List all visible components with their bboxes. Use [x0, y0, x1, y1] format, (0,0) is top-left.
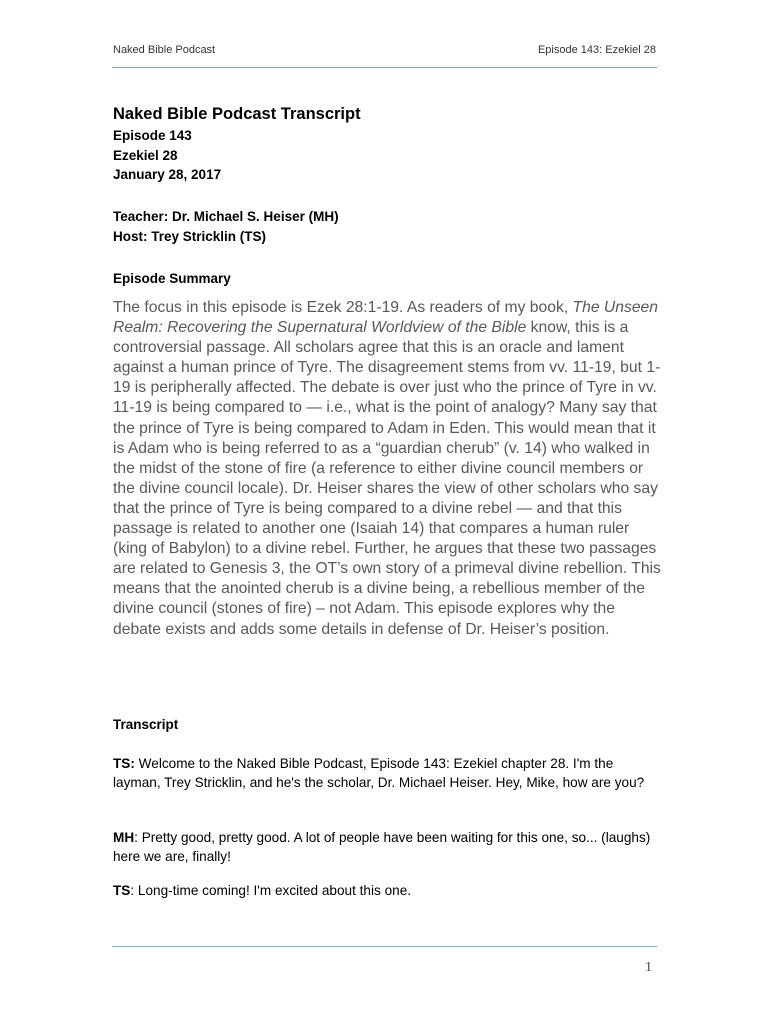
- transcript-turn: [113, 755, 663, 792]
- turn-text: Welcome to the Naked Bible Podcast, Episode 143: Ezekiel chapter 28. I'm the layman, Trey Stricklin, and he's the scholar, Dr. Michael Heiser. Hey, Mike, how are you?: [113, 756, 645, 790]
- summary-text-main: know, this is a controversial passage. All scholars agree that this is an oracle and lament against a human prince of Tyre. The disagreement stems from vv. 11-19, but 1-19 is peripherally affected. The debate is over just who the prince of Tyre in vv. 11-19 is being compared to — i.e., what is the point of analogy? Many say that the prince of Tyre is being compared to Adam in Eden. This would mean that it is Adam who is being referred to as a “guardian cherub” (v. 14) who walked in the midst of the stone of fire (a reference to either divine council members or the divine council locale). Dr. Heiser shares the view of other scholars who say that the prince of Tyre is being compared to a divine rebel — and that this passage is related to another one (Isaiah 14) that compares a human ruler (king of Babylon) to a divine rebel. Further, he argues that these two passages are related to Genesis 3, the OT’s own story of a primeval divine rebellion. This means that the anointed cherub is a divine being, a rebellious member of the divine council (stones of fire) – not Adam. This episode explores why the debate exists and adds some details in defense of Dr. Heiser’s position.: [113, 319, 661, 638]
- header-divider: [112, 67, 657, 68]
- running-header: [113, 44, 656, 60]
- speaker-label: TS:: [113, 756, 135, 771]
- turn-text: : Pretty good, pretty good. A lot of people have been waiting for this one, so... (laughs) here we are, finally!: [113, 830, 651, 864]
- transcript-turn: [113, 882, 663, 901]
- episode-summary-heading: Episode Summary: [113, 271, 231, 286]
- host-line: Host: Trey Stricklin (TS): [113, 229, 267, 244]
- transcript-heading: Transcript: [113, 717, 179, 732]
- turn-text: : Long-time coming! I'm excited about this one.: [130, 883, 412, 898]
- episode-summary-body: [113, 298, 661, 640]
- speaker-label: TS: [113, 883, 131, 898]
- header-episode-label: Episode 143: Ezekiel 28: [537, 44, 656, 56]
- document-title: Naked Bible Podcast Transcript: [113, 105, 361, 123]
- episode-topic: Ezekiel 28: [113, 148, 178, 163]
- page-number: 1: [645, 960, 652, 975]
- summary-text-intro: The focus in this episode is Ezek 28:1-19. As readers of my book,: [113, 299, 573, 316]
- header-podcast-name: Naked Bible Podcast: [113, 44, 216, 56]
- footer-divider: [112, 946, 657, 947]
- speaker-label: MH: [113, 830, 135, 845]
- episode-number: Episode 143: [113, 128, 192, 143]
- transcript-turn: [113, 829, 663, 866]
- episode-date: January 28, 2017: [113, 167, 222, 182]
- book-title: The Unseen Realm: Recovering the Supernatural Worldview of the Bible: [113, 299, 659, 337]
- teacher-line: Teacher: Dr. Michael S. Heiser (MH): [113, 209, 339, 224]
